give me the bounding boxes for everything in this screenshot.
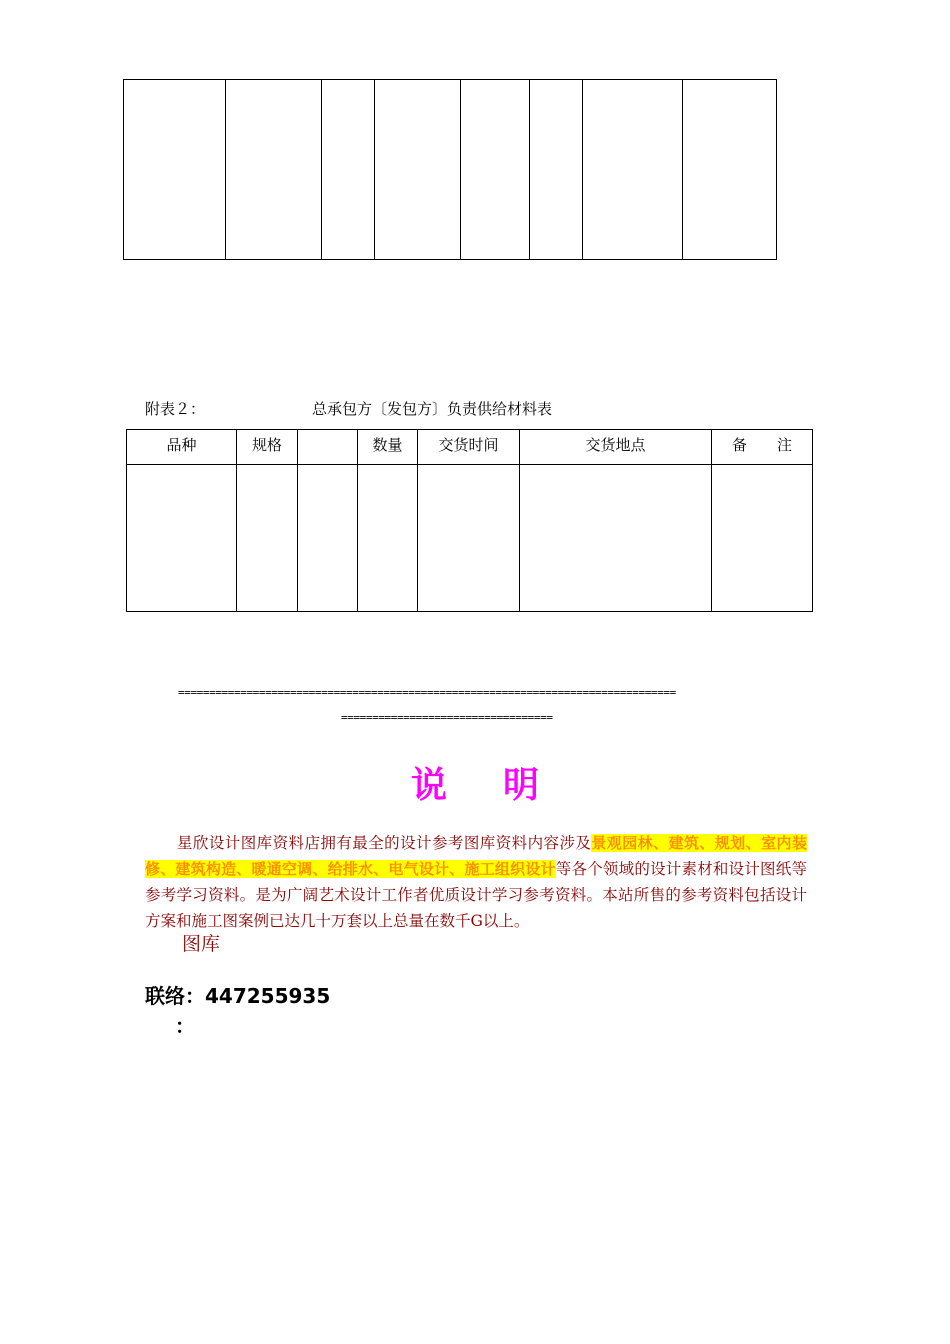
paragraph-text: 星欣设计图库资料店拥有最全的设计参考图库资料内容涉及 — [177, 834, 592, 852]
caption-label: 附表２： — [145, 400, 206, 418]
blank-table-1 — [123, 79, 777, 260]
table-cell — [583, 80, 683, 260]
table-cell — [237, 465, 298, 612]
caption-title: 总承包方〔发包方〕负责供给材料表 — [312, 400, 553, 418]
column-header-delivery-time: 交货时间 — [418, 430, 520, 465]
separator-line: ================================== — [341, 711, 553, 724]
table-cell — [418, 465, 520, 612]
column-header-remarks: 备 注 — [712, 430, 813, 465]
column-header-delivery-place: 交货地点 — [520, 430, 712, 465]
gallery-label: 图库 — [182, 933, 221, 955]
table-cell — [322, 80, 375, 260]
table-caption — [145, 398, 553, 419]
table-cell — [298, 465, 358, 612]
table-cell — [375, 80, 461, 260]
table-cell — [520, 465, 712, 612]
table-cell — [530, 80, 583, 260]
contact-info: 联络：447255935 — [145, 984, 331, 1008]
table-row — [124, 80, 777, 260]
materials-table — [126, 429, 813, 612]
table-cell — [712, 465, 813, 612]
table-row — [127, 465, 813, 612]
table-cell — [124, 80, 226, 260]
stray-colon: ： — [175, 1014, 195, 1038]
table-cell — [226, 80, 322, 260]
table-cell — [127, 465, 237, 612]
column-header-blank — [298, 430, 358, 465]
table-header-row — [127, 430, 813, 465]
column-header-variety: 品种 — [127, 430, 237, 465]
column-header-spec: 规格 — [237, 430, 298, 465]
notice-paragraph — [145, 830, 807, 934]
highlighted-fields: 景观园林、建筑、规划、室内装修、建筑构造、暖通空调、给排水、电气设计、施工组织设计 — [145, 834, 807, 878]
separator-line: ================================================================================ — [178, 686, 676, 699]
table-cell — [461, 80, 530, 260]
table-cell — [683, 80, 777, 260]
paragraph-text: 等各个领域的设计素材和设计图纸等参考学习资料。是为广阔艺术设计工作者优质设计学习参考资料。本站所售的参考资料包括设计方案和施工图案例已达几十万套以上总量在数千G以上。 — [145, 860, 807, 930]
table-cell — [358, 465, 418, 612]
notice-heading: 说明 — [410, 765, 595, 806]
column-header-quantity: 数量 — [358, 430, 418, 465]
